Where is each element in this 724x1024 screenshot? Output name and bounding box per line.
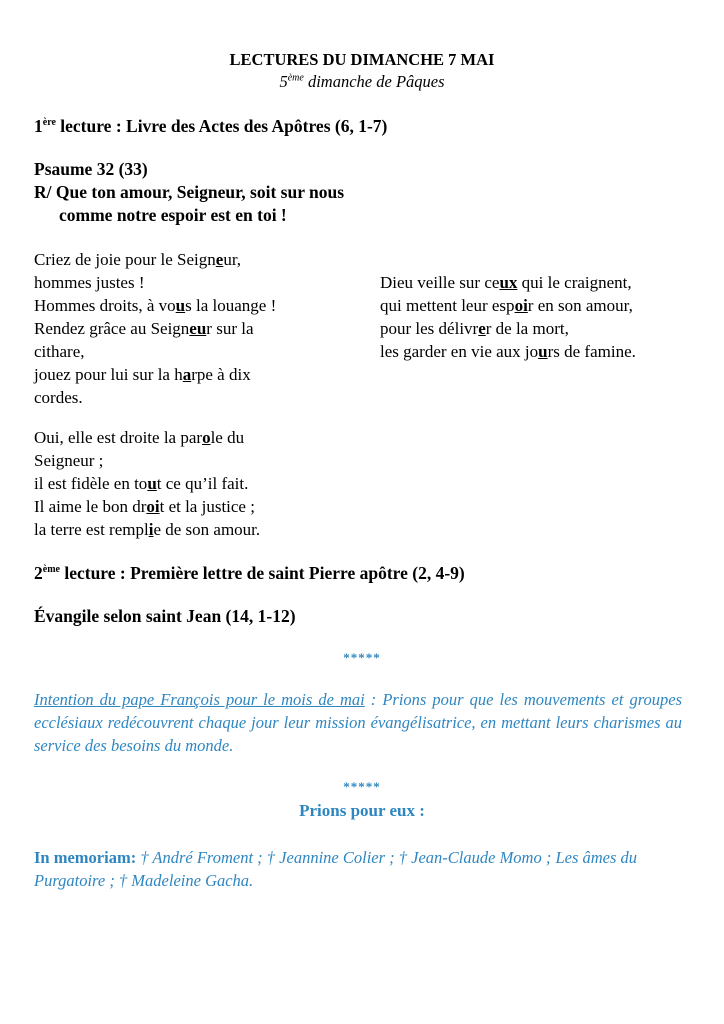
- in-memoriam-label: In memoriam:: [34, 848, 137, 867]
- psalm-line: [380, 294, 700, 317]
- first-reading-text: lecture : Livre des Actes des Apôtres (6, 1-7): [55, 116, 388, 136]
- psalm-line-text: qui le craignent,: [517, 273, 632, 292]
- second-reading-heading: [34, 563, 465, 584]
- psalm-stanza-3: [380, 271, 700, 363]
- psalm-line-text: rpe à dix: [191, 365, 251, 384]
- first-reading-number: 1: [34, 116, 43, 136]
- second-reading-superscript: ème: [42, 564, 60, 576]
- stressed-syllable: i: [148, 520, 154, 539]
- psalm-line: [34, 472, 334, 495]
- psalm-line: [34, 449, 334, 472]
- psalm-line: [34, 495, 334, 518]
- first-reading-heading: [34, 116, 387, 137]
- psalm-line-text: pour les délivr: [380, 319, 479, 338]
- psalm-line-text: cordes.: [34, 388, 83, 407]
- psalm-refrain-line-2: comme notre espoir est en toi !: [59, 205, 287, 225]
- psalm-line: [34, 386, 334, 409]
- psalm-line-text: s la louange !: [185, 296, 277, 315]
- psalm-line-text: la terre est rempl: [34, 520, 149, 539]
- stressed-syllable: u: [538, 342, 548, 361]
- in-memoriam-paragraph: [34, 846, 694, 892]
- separator-stars-2: *****: [343, 779, 381, 794]
- psalm-stanza-2: [34, 426, 334, 541]
- first-reading-superscript: ère: [42, 117, 56, 129]
- stressed-syllable: eu: [189, 319, 207, 338]
- psalm-line-text: jouez pour lui sur la h: [34, 365, 183, 384]
- stressed-syllable: oi: [514, 296, 528, 315]
- in-memoriam-names: † André Froment ; † Jeannine Colier ; † Jean-Claude Momo ; Les âmes du Purgatoire ; † Madeleine Gacha.: [34, 848, 638, 890]
- stressed-syllable: u: [147, 474, 157, 493]
- psalm-line: [380, 340, 700, 363]
- stressed-syllable: a: [182, 365, 192, 384]
- psalm-line-text: cithare,: [34, 342, 85, 361]
- psalm-line-text: Rendez grâce au Seign: [34, 319, 190, 338]
- page-subtitle: [0, 72, 724, 92]
- stressed-syllable: e: [478, 319, 486, 338]
- psalm-line: [34, 317, 334, 340]
- psalm-line: [380, 317, 700, 340]
- psalm-line: [34, 294, 334, 317]
- psalm-line-text: le du: [210, 428, 245, 447]
- psalm-line: [34, 518, 334, 541]
- psalm-line: [34, 340, 334, 363]
- psalm-line-text: rs de famine.: [547, 342, 636, 361]
- prions-heading: Prions pour eux :: [299, 801, 425, 820]
- psalm-line-text: r en son amour,: [527, 296, 633, 315]
- psalm-line: [34, 363, 334, 386]
- psalm-line-text: t ce qu’il fait.: [156, 474, 249, 493]
- stressed-syllable: oi: [146, 497, 160, 516]
- papal-intention-text: : Prions pour que les mouvements et groupes ecclésiaux redécouvrent chaque jour leur mission évangélisatrice, en mettant leurs charismes au service des besoins du monde.: [34, 690, 683, 755]
- psalm-line-text: e de son amour.: [153, 520, 261, 539]
- psalm-line-text: r de la mort,: [485, 319, 569, 338]
- psalm-line-text: t et la justice ;: [159, 497, 255, 516]
- psalm-line-text: r sur la: [206, 319, 254, 338]
- psalm-line-text: hommes justes !: [34, 273, 145, 292]
- subtitle-superscript: ème: [287, 72, 304, 84]
- psalm-line: [34, 426, 334, 449]
- page-title: LECTURES DU DIMANCHE 7 MAI: [229, 50, 495, 69]
- psalm-line-text: Dieu veille sur ce: [380, 273, 500, 292]
- separator-stars-1: *****: [343, 650, 381, 665]
- stressed-syllable: o: [202, 428, 211, 447]
- psalm-line-text: qui mettent leur esp: [380, 296, 515, 315]
- subtitle-number: 5: [279, 72, 288, 91]
- psalm-line-text: il est fidèle en to: [34, 474, 148, 493]
- psalm-line-text: Seigneur ;: [34, 451, 104, 470]
- psalm-line-text: Oui, elle est droite la par: [34, 428, 203, 447]
- psalm-line-text: Il aime le bon dr: [34, 497, 147, 516]
- psalm-line: [34, 271, 334, 294]
- second-reading-text: lecture : Première lettre de saint Pierre apôtre (2, 4-9): [59, 563, 465, 583]
- psalm-line: [34, 248, 334, 271]
- psalm-line-text: ur,: [223, 250, 242, 269]
- psalm-title: Psaume 32 (33): [34, 159, 148, 179]
- papal-intention-paragraph: [34, 688, 682, 757]
- papal-intention-link[interactable]: Intention du pape François pour le mois de mai: [34, 690, 365, 709]
- gospel-heading: Évangile selon saint Jean (14, 1-12): [34, 606, 296, 626]
- psalm-line-text: Hommes droits, à vo: [34, 296, 176, 315]
- psalm-line-text: Criez de joie pour le Seign: [34, 250, 216, 269]
- stressed-syllable: e: [215, 250, 224, 269]
- stressed-syllable: u: [175, 296, 186, 315]
- second-reading-number: 2: [34, 563, 43, 583]
- psalm-line: [380, 271, 700, 294]
- psalm-line-text: les garder en vie aux jo: [380, 342, 539, 361]
- subtitle-text: dimanche de Pâques: [303, 72, 445, 91]
- stressed-syllable: ux: [499, 273, 518, 292]
- psalm-stanza-1: [34, 248, 334, 409]
- psalm-refrain-line-1: R/ Que ton amour, Seigneur, soit sur nous: [34, 182, 345, 202]
